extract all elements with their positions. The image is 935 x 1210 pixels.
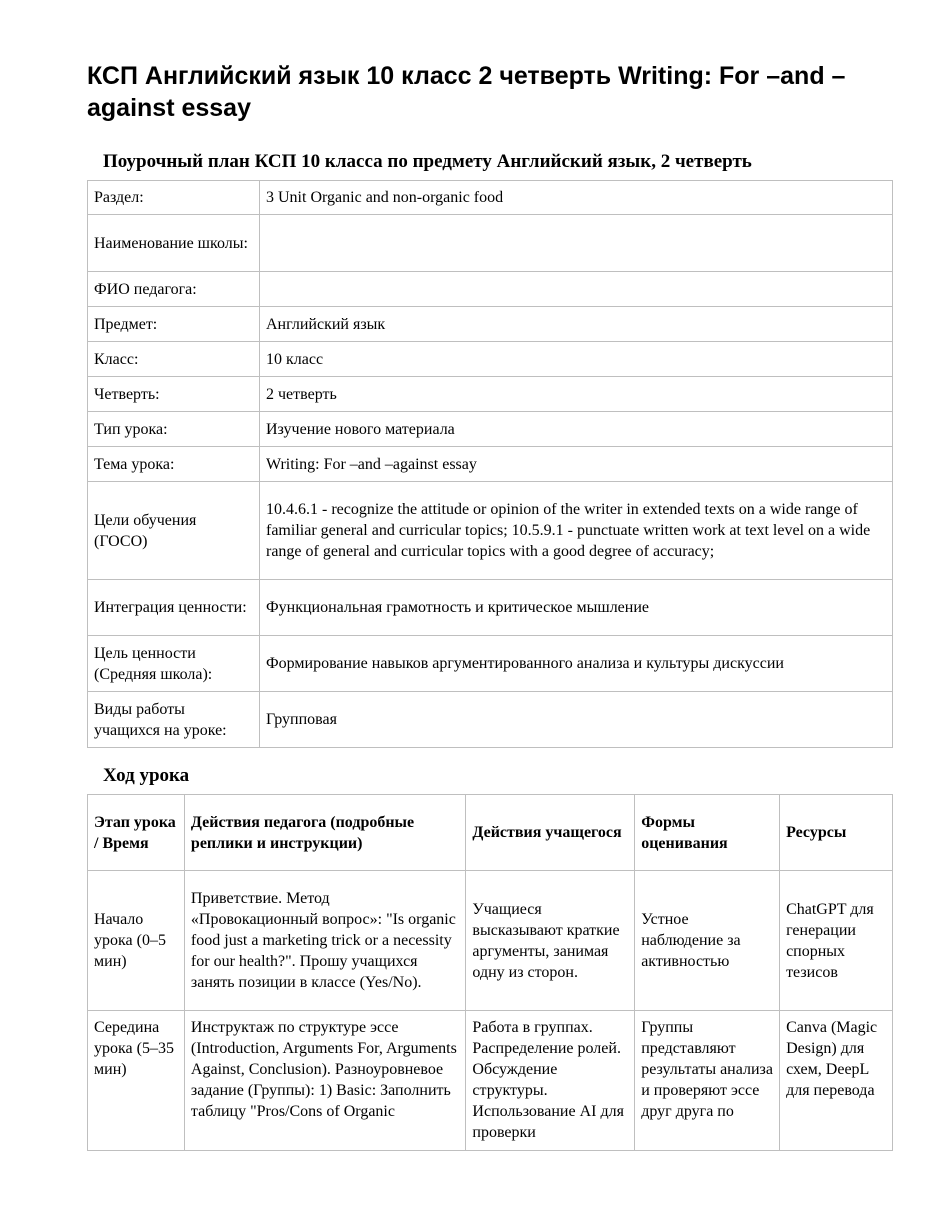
- course-cell: ChatGPT для генерации спорных тезисов: [780, 871, 893, 1011]
- info-value: 10 класс: [260, 342, 893, 377]
- course-row: [88, 871, 893, 1011]
- info-value: Групповая: [260, 692, 893, 748]
- info-label: Цели обучения (ГОСО): [88, 482, 260, 580]
- course-cell: Начало урока (0–5 мин): [88, 871, 185, 1011]
- info-label: Раздел:: [88, 181, 260, 215]
- info-row: [88, 272, 893, 307]
- info-row: [88, 447, 893, 482]
- course-header-row: [88, 795, 893, 871]
- info-value: Изучение нового материала: [260, 412, 893, 447]
- document-title: КСП Английский язык 10 класс 2 четверть Writing: For –and –against essay: [87, 62, 846, 122]
- info-value: Формирование навыков аргументированного анализа и культуры дискуссии: [260, 636, 893, 692]
- info-label: Тип урока:: [88, 412, 260, 447]
- course-header-cell: Действия педагога (подробные реплики и инструкции): [184, 795, 465, 871]
- plan-heading: Поурочный план КСП 10 класса по предмету Английский язык, 2 четверть: [103, 151, 752, 172]
- info-row: [88, 307, 893, 342]
- info-label: Тема урока:: [88, 447, 260, 482]
- course-cell: Инструктаж по структуре эссе (Introduction, Arguments For, Arguments Against, Conclusion). Разноуровневое задание (Группы): 1) Basic: Заполнить таблицу "Pros/Cons of Organic: [184, 1011, 465, 1151]
- course-cell: Canva (Magic Design) для схем, DeepL для перевода: [780, 1011, 893, 1151]
- lesson-info-table: [87, 180, 893, 748]
- course-heading: Ход урока: [103, 765, 190, 786]
- info-row: [88, 181, 893, 215]
- course-row: [88, 1011, 893, 1151]
- course-cell: Устное наблюдение за активностью: [635, 871, 780, 1011]
- info-label: Наименование школы:: [88, 215, 260, 272]
- course-cell: Середина урока (5–35 мин): [88, 1011, 185, 1151]
- info-row: [88, 580, 893, 636]
- course-header-cell: Ресурсы: [780, 795, 893, 871]
- info-label: Цель ценности (Средняя школа):: [88, 636, 260, 692]
- course-cell: Учащиеся высказывают краткие аргументы, занимая одну из сторон.: [466, 871, 635, 1011]
- document-page: [87, 0, 893, 1151]
- info-value: Writing: For –and –against essay: [260, 447, 893, 482]
- info-label: Интеграция ценности:: [88, 580, 260, 636]
- info-label: Предмет:: [88, 307, 260, 342]
- course-cell: Группы представляют результаты анализа и проверяют эссе друг друга по: [635, 1011, 780, 1151]
- info-label: Виды работы учащихся на уроке:: [88, 692, 260, 748]
- info-value: 10.4.6.1 - recognize the attitude or opinion of the writer in extended texts on a wide range of familiar general and curricular topics; 10.5.9.1 - punctuate written work at text level on a wide range of general and curricular topics with a good degree of accuracy;: [260, 482, 893, 580]
- course-cell: Работа в группах. Распределение ролей. Обсуждение структуры. Использование AI для проверки: [466, 1011, 635, 1151]
- course-header-cell: Формы оценивания: [635, 795, 780, 871]
- info-label: ФИО педагога:: [88, 272, 260, 307]
- info-value: Английский язык: [260, 307, 893, 342]
- course-header-cell: Действия учащегося: [466, 795, 635, 871]
- info-value: [260, 272, 893, 307]
- info-value: 2 четверть: [260, 377, 893, 412]
- info-value: [260, 215, 893, 272]
- info-row: [88, 636, 893, 692]
- info-row: [88, 482, 893, 580]
- info-label: Четверть:: [88, 377, 260, 412]
- info-value: 3 Unit Organic and non-organic food: [260, 181, 893, 215]
- info-row: [88, 692, 893, 748]
- lesson-course-table: [87, 794, 893, 1151]
- course-header-cell: Этап урока / Время: [88, 795, 185, 871]
- info-row: [88, 377, 893, 412]
- course-cell: Приветствие. Метод «Провокационный вопрос»: "Is organic food just a marketing trick or a necessity for our health?". Прошу учащихся занять позиции в классе (Yes/No).: [184, 871, 465, 1011]
- info-value: Функциональная грамотность и критическое мышление: [260, 580, 893, 636]
- info-row: [88, 342, 893, 377]
- info-label: Класс:: [88, 342, 260, 377]
- info-row: [88, 215, 893, 272]
- info-row: [88, 412, 893, 447]
